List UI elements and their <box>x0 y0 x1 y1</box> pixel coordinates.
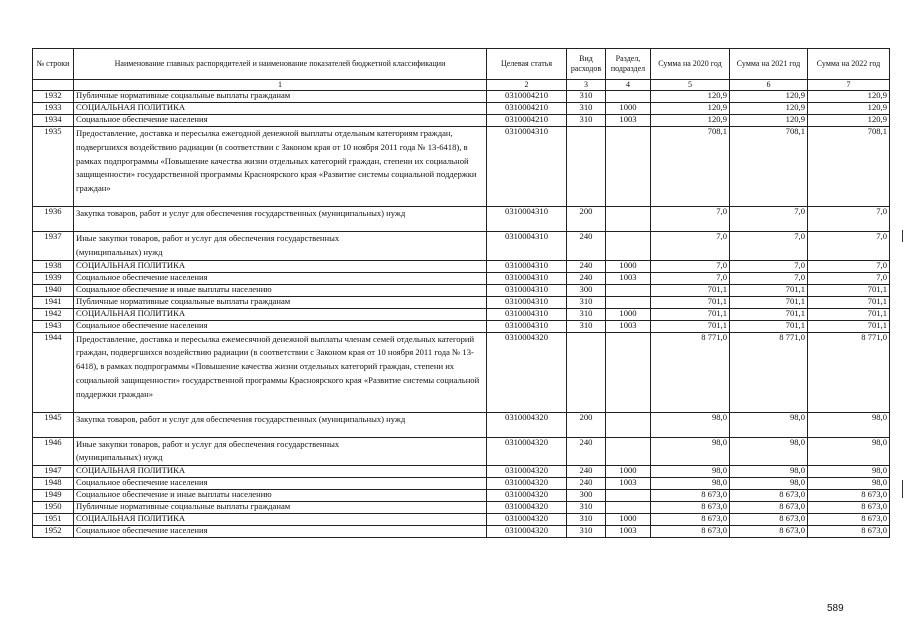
header-row <box>33 49 890 80</box>
section-code <box>606 232 651 261</box>
target-article: 0310004210 <box>487 103 567 115</box>
section-code: 1003 <box>606 272 651 284</box>
row-name: СОЦИАЛЬНАЯ ПОЛИТИКА <box>74 308 487 320</box>
sum-2021: 7,0 <box>730 207 808 232</box>
sum-2020: 120,9 <box>651 115 730 127</box>
row-name: Закупка товаров, работ и услуг для обеспечения государственных (муниципальных) нужд <box>74 207 487 232</box>
sum-2022: 8 771,0 <box>808 332 890 412</box>
table-row <box>33 115 890 127</box>
sum-2021: 7,0 <box>730 272 808 284</box>
section-code: 1003 <box>606 115 651 127</box>
sum-2020: 8 771,0 <box>651 332 730 412</box>
sum-2020: 98,0 <box>651 478 730 490</box>
section-code: 1000 <box>606 466 651 478</box>
row-name: Социальное обеспечение населения <box>74 526 487 538</box>
sum-2021: 8 771,0 <box>730 332 808 412</box>
table-row <box>33 284 890 296</box>
target-article: 0310004320 <box>487 478 567 490</box>
header-section: Раздел, подраздел <box>606 49 651 80</box>
row-name: Публичные нормативные социальные выплаты гражданам <box>74 502 487 514</box>
section-code <box>606 502 651 514</box>
sum-2020: 708,1 <box>651 127 730 207</box>
target-article: 0310004320 <box>487 514 567 526</box>
sum-2021: 701,1 <box>730 320 808 332</box>
expense-type: 310 <box>567 308 606 320</box>
section-code: 1003 <box>606 478 651 490</box>
sum-2021: 120,9 <box>730 103 808 115</box>
expense-type: 310 <box>567 526 606 538</box>
target-article: 0310004310 <box>487 284 567 296</box>
budget-table <box>32 48 890 538</box>
target-article: 0310004310 <box>487 308 567 320</box>
table-row <box>33 490 890 502</box>
sum-2022: 8 673,0 <box>808 526 890 538</box>
sum-2020: 7,0 <box>651 207 730 232</box>
sum-2022: 120,9 <box>808 91 890 103</box>
table-row <box>33 526 890 538</box>
header-sum-2021: Сумма на 2021 год <box>730 49 808 80</box>
page-number: 589 <box>827 603 844 614</box>
table-row <box>33 308 890 320</box>
row-number: 1952 <box>33 526 74 538</box>
section-code <box>606 207 651 232</box>
sum-2021: 98,0 <box>730 466 808 478</box>
row-number: 1943 <box>33 320 74 332</box>
target-article: 0310004310 <box>487 296 567 308</box>
scan-edge-mark <box>902 230 903 242</box>
sum-2022: 708,1 <box>808 127 890 207</box>
expense-type: 310 <box>567 296 606 308</box>
table-row <box>33 437 890 466</box>
target-article: 0310004310 <box>487 272 567 284</box>
header-sum-2022: Сумма на 2022 год <box>808 49 890 80</box>
row-name: Публичные нормативные социальные выплаты гражданам <box>74 296 487 308</box>
sum-2021: 98,0 <box>730 478 808 490</box>
target-article: 0310004310 <box>487 260 567 272</box>
sum-2022: 120,9 <box>808 115 890 127</box>
row-name: СОЦИАЛЬНАЯ ПОЛИТИКА <box>74 260 487 272</box>
sum-2021: 701,1 <box>730 284 808 296</box>
sum-2021: 98,0 <box>730 437 808 466</box>
row-name: Социальное обеспечение и иные выплаты населению <box>74 490 487 502</box>
section-code: 1000 <box>606 514 651 526</box>
sum-2020: 98,0 <box>651 466 730 478</box>
header-sum-2020: Сумма на 2020 год <box>651 49 730 80</box>
table-row <box>33 91 890 103</box>
header-row-number: № строки <box>33 49 74 80</box>
column-number: 1 <box>74 80 487 91</box>
section-code <box>606 490 651 502</box>
sum-2020: 7,0 <box>651 260 730 272</box>
sum-2022: 8 673,0 <box>808 490 890 502</box>
sum-2021: 98,0 <box>730 412 808 437</box>
table-row <box>33 207 890 232</box>
expense-type: 310 <box>567 91 606 103</box>
table-row <box>33 296 890 308</box>
table-row <box>33 260 890 272</box>
row-number: 1935 <box>33 127 74 207</box>
sum-2021: 120,9 <box>730 115 808 127</box>
target-article: 0310004320 <box>487 466 567 478</box>
target-article: 0310004320 <box>487 502 567 514</box>
expense-type: 310 <box>567 514 606 526</box>
sum-2021: 7,0 <box>730 260 808 272</box>
table-row <box>33 272 890 284</box>
row-number: 1950 <box>33 502 74 514</box>
sum-2021: 7,0 <box>730 232 808 261</box>
sum-2020: 98,0 <box>651 437 730 466</box>
column-number: 4 <box>606 80 651 91</box>
target-article: 0310004320 <box>487 437 567 466</box>
sum-2021: 701,1 <box>730 296 808 308</box>
column-number: 7 <box>808 80 890 91</box>
row-number: 1932 <box>33 91 74 103</box>
table-row <box>33 332 890 412</box>
sum-2020: 8 673,0 <box>651 526 730 538</box>
sum-2021: 8 673,0 <box>730 490 808 502</box>
table-row <box>33 514 890 526</box>
section-code: 1000 <box>606 103 651 115</box>
target-article: 0310004210 <box>487 115 567 127</box>
row-name: Социальное обеспечение населения <box>74 115 487 127</box>
sum-2022: 7,0 <box>808 272 890 284</box>
row-name: Закупка товаров, работ и услуг для обеспечения государственных (муниципальных) нужд <box>74 412 487 437</box>
sum-2020: 98,0 <box>651 412 730 437</box>
expense-type: 300 <box>567 490 606 502</box>
column-number: 2 <box>487 80 567 91</box>
header-name: Наименование главных распорядителей и наименование показателей бюджетной классификации <box>74 49 487 80</box>
row-number: 1942 <box>33 308 74 320</box>
sum-2020: 701,1 <box>651 308 730 320</box>
target-article: 0310004210 <box>487 91 567 103</box>
row-name: Иные закупки товаров, работ и услуг для обеспечения государственных (муниципальных) нужд <box>74 437 487 466</box>
sum-2022: 701,1 <box>808 308 890 320</box>
sum-2022: 98,0 <box>808 466 890 478</box>
section-code <box>606 412 651 437</box>
row-number: 1947 <box>33 466 74 478</box>
sum-2022: 98,0 <box>808 478 890 490</box>
expense-type <box>567 127 606 207</box>
section-code: 1003 <box>606 526 651 538</box>
section-code <box>606 437 651 466</box>
target-article: 0310004320 <box>487 526 567 538</box>
expense-type: 240 <box>567 272 606 284</box>
sum-2020: 120,9 <box>651 91 730 103</box>
row-number: 1944 <box>33 332 74 412</box>
expense-type: 240 <box>567 437 606 466</box>
target-article: 0310004310 <box>487 127 567 207</box>
row-name: СОЦИАЛЬНАЯ ПОЛИТИКА <box>74 103 487 115</box>
sum-2020: 701,1 <box>651 284 730 296</box>
table-row <box>33 232 890 261</box>
table-row <box>33 478 890 490</box>
row-number: 1951 <box>33 514 74 526</box>
row-number: 1939 <box>33 272 74 284</box>
section-code <box>606 296 651 308</box>
section-code <box>606 91 651 103</box>
target-article: 0310004320 <box>487 332 567 412</box>
row-name: Социальное обеспечение населения <box>74 478 487 490</box>
table-row <box>33 320 890 332</box>
section-code <box>606 284 651 296</box>
expense-type: 200 <box>567 207 606 232</box>
section-code: 1000 <box>606 308 651 320</box>
row-number: 1938 <box>33 260 74 272</box>
sum-2022: 8 673,0 <box>808 514 890 526</box>
column-number <box>33 80 74 91</box>
expense-type: 240 <box>567 232 606 261</box>
sum-2020: 701,1 <box>651 296 730 308</box>
section-code: 1000 <box>606 260 651 272</box>
row-name: Социальное обеспечение населения <box>74 272 487 284</box>
row-number: 1936 <box>33 207 74 232</box>
row-number: 1937 <box>33 232 74 261</box>
table-row <box>33 103 890 115</box>
column-number-row <box>33 80 890 91</box>
sum-2021: 701,1 <box>730 308 808 320</box>
expense-type: 300 <box>567 284 606 296</box>
row-number: 1933 <box>33 103 74 115</box>
sum-2021: 708,1 <box>730 127 808 207</box>
table-body <box>33 91 890 538</box>
scan-edge-mark <box>902 480 903 498</box>
target-article: 0310004310 <box>487 207 567 232</box>
section-code: 1003 <box>606 320 651 332</box>
row-number: 1934 <box>33 115 74 127</box>
target-article: 0310004320 <box>487 412 567 437</box>
sum-2022: 701,1 <box>808 284 890 296</box>
expense-type: 240 <box>567 466 606 478</box>
expense-type <box>567 332 606 412</box>
expense-type: 310 <box>567 103 606 115</box>
row-name: Социальное обеспечение и иные выплаты населению <box>74 284 487 296</box>
header-target-article: Целевая статья <box>487 49 567 80</box>
sum-2022: 7,0 <box>808 207 890 232</box>
row-name: Иные закупки товаров, работ и услуг для обеспечения государственных (муниципальных) нужд <box>74 232 487 261</box>
row-name: Предоставление, доставка и пересылка ежегодной денежной выплаты отдельным категориям граждан, подвергшихся воздействию радиации (в соответствии с Законом края от 10 ноября 2011 года № 13-6418), в рамках подпрограммы «Повышение качества жизни отдельных категорий граждан, степени их социальной защищенности» государственной программы Красноярского края «Развитие системы социальной поддержки граждан» <box>74 127 487 207</box>
column-number: 5 <box>651 80 730 91</box>
expense-type: 310 <box>567 502 606 514</box>
row-name: Предоставление, доставка и пересылка ежемесячной денежной выплаты членам семей отдельных категорий граждан, подвергшихся воздействию радиации (в соответствии с Законом края от 10 ноября 2011 года № 13-6418), в рамках подпрограммы «Повышение качества жизни отдельных категорий граждан, степени их социальной защищенности» государственной программы Красноярского края «Развитие системы социальной поддержки граждан» <box>74 332 487 412</box>
header-expense-type: Вид расходов <box>567 49 606 80</box>
expense-type: 240 <box>567 478 606 490</box>
table-row <box>33 127 890 207</box>
sum-2020: 8 673,0 <box>651 514 730 526</box>
row-name: СОЦИАЛЬНАЯ ПОЛИТИКА <box>74 514 487 526</box>
row-number: 1949 <box>33 490 74 502</box>
target-article: 0310004320 <box>487 490 567 502</box>
sum-2020: 701,1 <box>651 320 730 332</box>
sum-2021: 8 673,0 <box>730 526 808 538</box>
table-row <box>33 466 890 478</box>
table-row <box>33 412 890 437</box>
row-name: Социальное обеспечение населения <box>74 320 487 332</box>
sum-2021: 120,9 <box>730 91 808 103</box>
sum-2020: 8 673,0 <box>651 502 730 514</box>
sum-2022: 120,9 <box>808 103 890 115</box>
row-number: 1940 <box>33 284 74 296</box>
sum-2022: 7,0 <box>808 260 890 272</box>
column-number: 3 <box>567 80 606 91</box>
sum-2022: 701,1 <box>808 320 890 332</box>
sum-2020: 7,0 <box>651 272 730 284</box>
sum-2022: 8 673,0 <box>808 502 890 514</box>
expense-type: 200 <box>567 412 606 437</box>
sum-2022: 701,1 <box>808 296 890 308</box>
sum-2021: 8 673,0 <box>730 502 808 514</box>
row-number: 1941 <box>33 296 74 308</box>
sum-2020: 7,0 <box>651 232 730 261</box>
sum-2021: 8 673,0 <box>730 514 808 526</box>
section-code <box>606 332 651 412</box>
expense-type: 310 <box>567 115 606 127</box>
expense-type: 310 <box>567 320 606 332</box>
section-code <box>606 127 651 207</box>
row-number: 1945 <box>33 412 74 437</box>
row-number: 1946 <box>33 437 74 466</box>
table-row <box>33 502 890 514</box>
sum-2020: 8 673,0 <box>651 490 730 502</box>
column-number: 6 <box>730 80 808 91</box>
target-article: 0310004310 <box>487 232 567 261</box>
sum-2020: 120,9 <box>651 103 730 115</box>
sum-2022: 98,0 <box>808 412 890 437</box>
row-name: СОЦИАЛЬНАЯ ПОЛИТИКА <box>74 466 487 478</box>
sum-2022: 98,0 <box>808 437 890 466</box>
row-number: 1948 <box>33 478 74 490</box>
expense-type: 240 <box>567 260 606 272</box>
target-article: 0310004310 <box>487 320 567 332</box>
row-name: Публичные нормативные социальные выплаты гражданам <box>74 91 487 103</box>
sum-2022: 7,0 <box>808 232 890 261</box>
